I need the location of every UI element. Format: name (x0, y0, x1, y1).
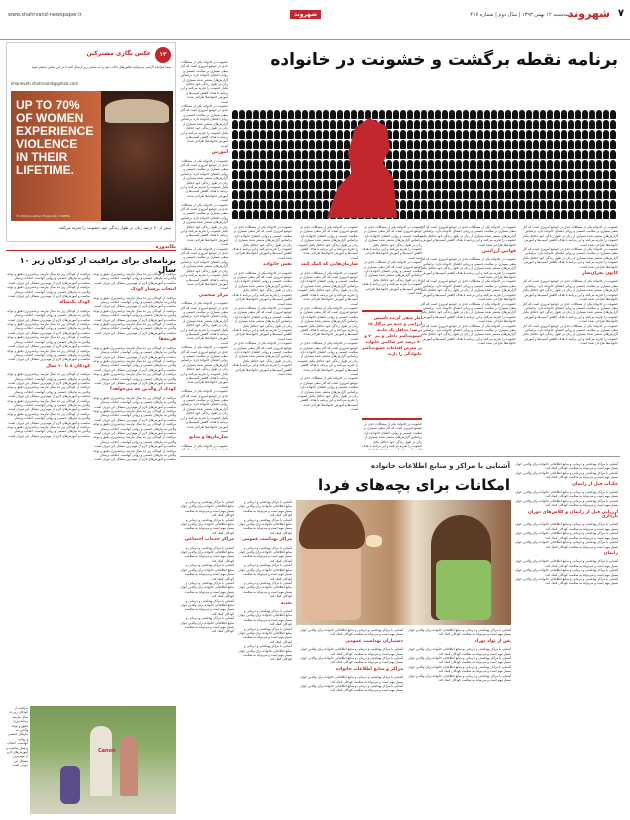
website-url[interactable]: www.shahrvand-newspaper.ir (8, 12, 82, 18)
divider (180, 456, 620, 457)
subhead: سازمان‌هایی که کمک کنند (300, 262, 358, 268)
page-number: ۷ (617, 8, 624, 19)
subhead: نقش خانواده (263, 262, 292, 268)
poster-caption: بیش از ۷۰ درصد زنان در طول زندگی خود خشونت را تجربه می‌کنند (58, 225, 171, 230)
left-article-label: تکاندوره (6, 244, 176, 251)
person-icon (90, 726, 112, 796)
sidebar-body: شما خواننده گرامی می‌توانید عکس‌های جالب خود را به نشانی زیر ارسال کنید تا در این بخش منتشر شود (31, 65, 171, 69)
subhead: سازمان‌ها و منابع (189, 435, 228, 441)
main-col-2: خشونت در خانواده یکی از مشکلات جدی در جوامع امروزی است که آثار منفی بسیاری بر سلامت جسمی و روانی اعضای خانواده دارد. براساس گزارش‌های منتشر شده بسیاری از زنان در طول زندگی خود حداقل یکبار خشونت را تجربه می‌کنند و این برنامه با هدف کاهش آسیب‌ها و آموزش خانواده‌ها طراحی شده است. قوانین آرژانتین خشونت در خانواده یکی از مشکلات جدی در جوامع امروزی است که آثار منفی بسیاری بر سلامت جسمی و روانی اعضای خانواده دارد. براساس گزارش‌های منتشر شده بسیاری از زنان در طول زندگی خود حداقل یکبار خشونت را تجربه می‌کنند و این برنامه با هدف کاهش آسیب‌ها و آموزش خانواده‌ها طراحی شده است. خشونت در خانواده یکی از مشکلات جدی در جوامع امروزی است که آثار منفی بسیاری بر سلامت جسمی و روانی اعضای خانواده دارد. براساس گزارش‌های منتشر شده بسیاری از زنان در طول زندگی خود حداقل یکبار خشونت را تجربه می‌کنند و این برنامه با هدف کاهش آسیب‌ها و آموزش خانواده‌ها طراحی شده است. خشونت در خانواده یکی از مشکلات جدی در جوامع امروزی است که آثار منفی بسیاری بر سلامت جسمی و روانی اعضای خانواده دارد. براساس گزارش‌های منتشر شده بسیاری از زنان در طول زندگی خود حداقل یکبار خشونت را تجربه می‌کنند و این برنامه با هدف کاهش آسیب‌ها و آموزش خانواده‌ها طراحی شده است. خشونت در خانواده یکی از مشکلات جدی در جوامع امروزی است که آثار منفی بسیاری بر سلامت جسمی و روانی اعضای خانواده دارد. براساس گزارش‌های منتشر شده بسیاری از زنان در طول زندگی خود حداقل یکبار خشونت را تجربه می‌کنند و این برنامه با هدف کاهش آسیب‌ها و آموزش خانواده‌ها طراحی شده است. (418, 225, 516, 450)
bottom-col-4: آشنایی با مراکز بهداشتی و درمانی و منابع اطلاعاتی خانواده برای والدین جوان بسیار مهم است و می‌تواند به سلامت کودکان کمک کند. آشنایی با مراکز بهداشتی و درمانی و منابع اطلاعاتی خانواده برای والدین جوان بسیار مهم است و می‌تواند به سلامت کودکان کمک کند. مراکز بهداشت عمومی آشنایی با مراکز بهداشتی و درمانی و منابع اطلاعاتی خانواده برای والدین جوان بسیار مهم است و می‌تواند به سلامت کودکان کمک کند. آشنایی با مراکز بهداشتی و درمانی و منابع اطلاعاتی خانواده برای والدین جوان بسیار مهم است و می‌تواند به سلامت کودکان کمک کند. آشنایی با مراکز بهداشتی و درمانی و منابع اطلاعاتی خانواده برای والدین جوان بسیار مهم است و می‌تواند به سلامت کودکان کمک کند. تغذیه آشنایی با مراکز بهداشتی و درمانی و منابع اطلاعاتی خانواده برای والدین جوان بسیار مهم است و می‌تواند به سلامت کودکان کمک کند. آشنایی با مراکز بهداشتی و درمانی و منابع اطلاعاتی خانواده برای والدین جوان بسیار مهم است و می‌تواند به سلامت کودکان کمک کند. آشنایی با مراکز بهداشتی و درمانی و منابع اطلاعاتی خانواده برای والدین جوان بسیار مهم است و می‌تواند به سلامت کودکان کمک کند. (238, 500, 292, 662)
bottom-col-2: آشنایی با مراکز بهداشتی و درمانی و منابع اطلاعاتی خانواده برای والدین جوان بسیار مهم است و می‌تواند به سلامت کودکان کمک کند. پس از تولد نوزاد آشنایی با مراکز بهداشتی و درمانی و منابع اطلاعاتی خانواده برای والدین جوان بسیار مهم است و می‌تواند به سلامت کودکان کمک کند. آشنایی با مراکز بهداشتی و درمانی و منابع اطلاعاتی خانواده برای والدین جوان بسیار مهم است و می‌تواند به سلامت کودکان کمک کند. آشنایی با مراکز بهداشتی و درمانی و منابع اطلاعاتی خانواده برای والدین جوان بسیار مهم است و می‌تواند به سلامت کودکان کمک کند. آشنایی با مراکز بهداشتی و درمانی و منابع اطلاعاتی خانواده برای والدین جوان بسیار مهم است و می‌تواند به سلامت کودکان کمک کند. (408, 628, 511, 683)
reader-photo-box (6, 42, 176, 242)
main-col-1: خشونت در خانواده یکی از مشکلات جدی در جوامع امروزی است که آثار منفی بسیاری بر سلامت جسمی و روانی اعضای خانواده دارد. براساس گزارش‌های منتشر شده بسیاری از زنان در طول زندگی خود حداقل یکبار خشونت را تجربه می‌کنند و این برنامه با هدف کاهش آسیب‌ها و آموزش خانواده‌ها طراحی شده است. خشونت در خانواده یکی از مشکلات جدی در جوامع امروزی است که آثار منفی بسیاری بر سلامت جسمی و روانی اعضای خانواده دارد. براساس گزارش‌های منتشر شده بسیاری از زنان در طول زندگی خود حداقل یکبار خشونت را تجربه می‌کنند و این برنامه با هدف کاهش آسیب‌ها و آموزش خانواده‌ها طراحی شده است. کانون بحران‌ساز خشونت در خانواده یکی از مشکلات جدی در جوامع امروزی است که آثار منفی بسیاری بر سلامت جسمی و روانی اعضای خانواده دارد. براساس گزارش‌های منتشر شده بسیاری از زنان در طول زندگی خود حداقل یکبار خشونت را تجربه می‌کنند و این برنامه با هدف کاهش آسیب‌ها و آموزش خانواده‌ها طراحی شده است. خشونت در خانواده یکی از مشکلات جدی در جوامع امروزی است که آثار منفی بسیاری بر سلامت جسمی و روانی اعضای خانواده دارد. براساس گزارش‌های منتشر شده بسیاری از زنان در طول زندگی خود حداقل یکبار خشونت را تجربه می‌کنند و این برنامه با هدف کاهش آسیب‌ها و آموزش خانواده‌ها طراحی شده است. خشونت در خانواده یکی از مشکلات جدی در جوامع امروزی است که آثار منفی بسیاری بر سلامت جسمی و روانی اعضای خانواده دارد. براساس گزارش‌های منتشر شده بسیاری از زنان در طول زندگی خود حداقل یکبار خشونت را تجربه می‌کنند و این برنامه با هدف کاهش آسیب‌ها و آموزش خانواده‌ها طراحی شده است. (520, 225, 618, 450)
kids-eating-photo (296, 500, 511, 625)
main-headline: برنامه نقطه برگشت و خشونت در خانواده (270, 50, 618, 70)
poster-text: UP TO 70% OF WOMEN EXPERIENCE VIOLENCE IN THEIR LIFETIME. (16, 98, 94, 177)
bottom-col-1: آشنایی با مراکز بهداشتی و درمانی و منابع اطلاعاتی خانواده برای والدین جوان بسیار مهم است و می‌تواند به سلامت کودکان کمک کند. آشنایی با مراکز بهداشتی و درمانی و منابع اطلاعاتی خانواده برای والدین جوان بسیار مهم است و می‌تواند به سلامت کودکان کمک کند. چک‌آپ قبل از زایمان آشنایی با مراکز بهداشتی و درمانی و منابع اطلاعاتی خانواده برای والدین جوان بسیار مهم است و می‌تواند به سلامت کودکان کمک کند. آشنایی با مراکز بهداشتی و درمانی و منابع اطلاعاتی خانواده برای والدین جوان بسیار مهم است و می‌تواند به سلامت کودکان کمک کند. ارزیابی قبل از زایمان و کلاس‌های دوران بارداری آشنایی با مراکز بهداشتی و درمانی و منابع اطلاعاتی خانواده برای والدین جوان بسیار مهم است و می‌تواند به سلامت کودکان کمک کند. آشنایی با مراکز بهداشتی و درمانی و منابع اطلاعاتی خانواده برای والدین جوان بسیار مهم است و می‌تواند به سلامت کودکان کمک کند. آشنایی با مراکز بهداشتی و درمانی و منابع اطلاعاتی خانواده برای والدین جوان بسیار مهم است و می‌تواند به سلامت کودکان کمک کند. زایمان آشنایی با مراکز بهداشتی و درمانی و منابع اطلاعاتی خانواده برای والدین جوان بسیار مهم است و می‌تواند به سلامت کودکان کمک کند. آشنایی با مراکز بهداشتی و درمانی و منابع اطلاعاتی خانواده برای والدین جوان بسیار مهم است و می‌تواند به سلامت کودکان کمک کند. آشنایی با مراکز بهداشتی و درمانی و منابع اطلاعاتی خانواده برای والدین جوان بسیار مهم است و می‌تواند به سلامت کودکان کمک کند. (515, 462, 618, 586)
violence-poster (11, 91, 173, 221)
main-col-6: خشونت در خانواده یکی از مشکلات جدی در جوامع امروزی است که آثار منفی بسیاری بر سلامت جسمی و روانی اعضای خانواده دارد. براساس گزارش‌های منتشر شده بسیاری از زنان در طول زندگی خود حداقل یکبار خشونت را تجربه می‌کنند و این برنامه با هدف کاهش آسیب‌ها و آموزش خانواده‌ها طراحی شده است. خشونت در خانواده یکی از مشکلات جدی در جوامع امروزی است که آثار منفی بسیاری بر سلامت جسمی و روانی اعضای خانواده دارد. براساس گزارش‌های منتشر شده بسیاری از زنان در طول زندگی خود حداقل یکبار خشونت را تجربه می‌کنند و این برنامه با هدف کاهش آسیب‌ها و آموزش خانواده‌ها طراحی شده است. آموزش خشونت در خانواده یکی از مشکلات جدی در جوامع امروزی است که آثار منفی بسیاری بر سلامت جسمی و روانی اعضای خانواده دارد. براساس گزارش‌های منتشر شده بسیاری از زنان در طول زندگی خود حداقل یکبار خشونت را تجربه می‌کنند و این برنامه با هدف کاهش آسیب‌ها و آموزش خانواده‌ها طراحی شده است. خشونت در خانواده یکی از مشکلات جدی در جوامع امروزی است که آثار منفی بسیاری بر سلامت جسمی و روانی اعضای خانواده دارد. براساس گزارش‌های منتشر شده بسیاری از زنان در طول زندگی خود حداقل یکبار خشونت را تجربه می‌کنند و این برنامه با هدف کاهش آسیب‌ها و آموزش خانواده‌ها طراحی شده است. خشونت در خانواده یکی از مشکلات جدی در جوامع امروزی است که آثار منفی بسیاری بر سلامت جسمی و روانی اعضای خانواده دارد. براساس گزارش‌های منتشر شده بسیاری از زنان در طول زندگی خود حداقل یکبار خشونت را تجربه می‌کنند و این برنامه با هدف کاهش آسیب‌ها و آموزش خانواده‌ها طراحی شده است. مرکز شخصی خشونت در خانواده یکی از مشکلات جدی در جوامع امروزی است که آثار منفی بسیاری بر سلامت جسمی و روانی اعضای خانواده دارد. براساس گزارش‌های منتشر شده بسیاری از زنان در طول زندگی خود حداقل یکبار خشونت را تجربه می‌کنند و این برنامه با هدف کاهش آسیب‌ها و آموزش خانواده‌ها طراحی شده است. خشونت در خانواده یکی از مشکلات جدی در جوامع امروزی است که آثار منفی بسیاری بر سلامت جسمی و روانی اعضای خانواده دارد. براساس گزارش‌های منتشر شده بسیاری از زنان در طول زندگی خود حداقل یکبار خشونت را تجربه می‌کنند و این برنامه با هدف کاهش آسیب‌ها و آموزش خانواده‌ها طراحی شده است. خشونت در خانواده یکی از مشکلات جدی در جوامع امروزی است که آثار منفی بسیاری بر سلامت جسمی و روانی اعضای خانواده دارد. براساس گزارش‌های منتشر شده بسیاری از زنان در طول زندگی خود حداقل یکبار خشونت را تجربه می‌کنند و این برنامه با هدف کاهش آسیب‌ها و آموزش خانواده‌ها طراحی شده است. سازمان‌ها و منابع خشونت در خانواده یکی از مشکلات (180, 60, 228, 448)
subhead: کانون بحران‌ساز (581, 271, 618, 277)
left-col-1: مراقبت از کودکان زیر ده سال نیازمند برنامه‌ریزی دقیق و توجه والدین به نیازهای جسمی و روانی آنهاست. انتخاب پرستار مناسب و آموزش‌های لازم از مهم‌ترین مسائل این دوران است. انتخاب پرستار کودک مراقبت از کودکان زیر ده سال نیازمند برنامه‌ریزی دقیق و توجه والدین به نیازهای جسمی و روانی آنهاست. انتخاب پرستار مناسب و آموزش‌های لازم از مهم‌ترین مسائل این دوران است. مراقبت از کودکان زیر ده سال نیازمند برنامه‌ریزی دقیق و توجه والدین به نیازهای جسمی و روانی آنهاست. انتخاب پرستار مناسب و آموزش‌های لازم از مهم‌ترین مسائل این دوران است. مراقبت از کودکان زیر ده سال نیازمند برنامه‌ریزی دقیق و توجه والدین به نیازهای جسمی و روانی آنهاست. انتخاب پرستار مناسب و آموزش‌های لازم از مهم‌ترین مسائل این دوران است. هزینه‌ها مراقبت از کودکان زیر ده سال نیازمند برنامه‌ریزی دقیق و توجه والدین به نیازهای جسمی و روانی آنهاست. انتخاب پرستار مناسب و آموزش‌های لازم از مهم‌ترین مسائل این دوران است. مراقبت از کودکان زیر ده سال نیازمند برنامه‌ریزی دقیق و توجه والدین به نیازهای جسمی و روانی آنهاست. انتخاب پرستار مناسب و آموزش‌های لازم از مهم‌ترین مسائل این دوران است. مراقبت از کودکان زیر ده سال نیازمند برنامه‌ریزی دقیق و توجه والدین به نیازهای جسمی و روانی آنهاست. انتخاب پرستار مناسب و آموزش‌های لازم از مهم‌ترین مسائل این دوران است. کودک از والدین چه می‌خواهد؟ مراقبت از کودکان زیر ده سال نیازمند برنامه‌ریزی دقیق و توجه والدین به نیازهای جسمی و روانی آنهاست. انتخاب پرستار مناسب و آموزش‌های لازم از مهم‌ترین مسائل این دوران است. مراقبت از کودکان زیر ده سال نیازمند برنامه‌ریزی دقیق و توجه والدین به نیازهای جسمی و روانی آنهاست. انتخاب پرستار مناسب و آموزش‌های لازم از مهم‌ترین مسائل این دوران است. مراقبت از کودکان زیر ده سال نیازمند برنامه‌ریزی دقیق و توجه والدین به نیازهای جسمی و روانی آنهاست. انتخاب پرستار مناسب و آموزش‌های لازم از مهم‌ترین مسائل این دوران است. مراقبت از کودکان زیر ده سال نیازمند برنامه‌ریزی دقیق و توجه والدین به نیازهای جسمی و روانی آنهاست. انتخاب پرستار مناسب و آموزش‌های لازم از مهم‌ترین مسائل این دوران است. مراقبت از کودکان زیر ده سال نیازمند برنامه‌ریزی دقیق و توجه والدین به نیازهای جسمی و روانی آنهاست. انتخاب پرستار مناسب و آموزش‌های لازم از مهم‌ترین مسائل این دوران است. (93, 272, 176, 462)
subhead: مرکز شخصی (198, 292, 228, 298)
left-article-headline: برنامه‌ای برای مراقبت از کودکان زیر ۱۰ سال (19, 256, 176, 274)
bottom-kicker: آشنایی با مراکز و منابع اطلاعات خانواده (370, 462, 510, 470)
subhead: آموزش (212, 150, 228, 156)
date-line: سه‌شنبه ۱۲ بهمن ۱۳۹۳ | سال دوم | شماره ۴۱۷ (470, 12, 570, 18)
subhead: قوانین آرژانتین (481, 249, 516, 255)
masthead (0, 0, 630, 40)
stroller-icon (60, 766, 80, 804)
section-logo: شهروند (290, 10, 321, 19)
section-badge: ۱۲ (155, 47, 171, 63)
left-article-rule (6, 244, 176, 250)
bottom-headline: امکانات برای بچه‌های فردا (318, 476, 510, 494)
sidebar-title: عکس نگاری مشترکین (86, 50, 151, 57)
main-col-3b: خشونت در خانواده یکی از مشکلات جدی در جوامع امروزی است که آثار منفی بسیاری بر سلامت جسمی و روانی اعضای خانواده دارد. براساس گزارش‌های منتشر شده بسیاری از زنان در طول زندگی خود حداقل یکبار خشونت را تجربه می‌کنند و این برنامه با هدف (362, 422, 422, 449)
main-col-3a: خشونت در خانواده یکی از مشکلات جدی در جوامع امروزی است که آثار منفی بسیاری بر سلامت جسمی و روانی اعضای خانواده دارد. براساس گزارش‌های منتشر شده بسیاری از زنان در طول زندگی خود حداقل یکبار خشونت را تجربه می‌کنند و این برنامه با هدف کاهش آسیب‌ها و آموزش خانواده‌ها طراحی شده است. خشونت در خانواده یکی از مشکلات جدی در جوامع امروزی است که آثار منفی بسیاری بر سلامت جسمی و روانی اعضای خانواده دارد. براساس گزارش‌های منتشر شده بسیاری از زنان در طول زندگی خود حداقل یکبار خشونت را تجربه می‌کنند و این برنامه با هدف کاهش آسیب‌ها و آموزش خانواده‌ها طراحی شده است. (362, 225, 422, 296)
pullquote: آمار منفی گزیده تأسیس آرژانتی و ختنه نیز نرگال ۱۵ درصد؛ حداقل یک حادثه خشونت‌آمیز داخلی و نیز ۷۰ و ۸۰ درصد غیر ساکنین خانواده در معرض اقدامات خشونت‌آمیز خانوادگی را دارند (362, 310, 422, 420)
paper-name: شهروند (567, 7, 610, 20)
main-col-4: خشونت در خانواده یکی از مشکلات جدی در جوامع امروزی است که آثار منفی بسیاری بر سلامت جسمی و روانی اعضای خانواده دارد. براساس گزارش‌های منتشر شده بسیاری از زنان در طول زندگی خود حداقل یکبار خشونت را تجربه می‌کنند و این برنامه با هدف کاهش آسیب‌ها و آموزش خانواده‌ها طراحی شده است. سازمان‌هایی که کمک کنند خشونت در خانواده یکی از مشکلات جدی در جوامع امروزی است که آثار منفی بسیاری بر سلامت جسمی و روانی اعضای خانواده دارد. براساس گزارش‌های منتشر شده بسیاری از زنان در طول زندگی خود حداقل یکبار خشونت را تجربه می‌کنند و این برنامه با هدف کاهش آسیب‌ها و آموزش خانواده‌ها طراحی شده است. خشونت در خانواده یکی از مشکلات جدی در جوامع امروزی است که آثار منفی بسیاری بر سلامت جسمی و روانی اعضای خانواده دارد. براساس گزارش‌های منتشر شده بسیاری از زنان در طول زندگی خود حداقل یکبار خشونت را تجربه می‌کنند و این برنامه با هدف کاهش آسیب‌ها و آموزش خانواده‌ها طراحی شده است. خشونت در خانواده یکی از مشکلات جدی در جوامع امروزی است که آثار منفی بسیاری بر سلامت جسمی و روانی اعضای خانواده دارد. براساس گزارش‌های منتشر شده بسیاری از زنان در طول زندگی خود حداقل یکبار خشونت را تجربه می‌کنند و این برنامه با هدف کاهش آسیب‌ها و آموزش خانواده‌ها طراحی شده است. خشونت در خانواده یکی از مشکلات جدی در جوامع امروزی است که آثار منفی بسیاری بر سلامت جسمی و روانی اعضای خانواده دارد. براساس گزارش‌های منتشر شده بسیاری از زنان در طول زندگی خود حداقل یکبار خشونت را تجربه می‌کنند و این برنامه با هدف کاهش آسیب‌ها و آموزش خانواده‌ها طراحی شده است. (297, 225, 358, 412)
bottom-col-5: آشنایی با مراکز بهداشتی و درمانی و منابع اطلاعاتی خانواده برای والدین جوان بسیار مهم است و می‌تواند به سلامت کودکان کمک کند. آشنایی با مراکز بهداشتی و درمانی و منابع اطلاعاتی خانواده برای والدین جوان بسیار مهم است و می‌تواند به سلامت کودکان کمک کند. مراکز خدمات اجتماعی آشنایی با مراکز بهداشتی و درمانی و منابع اطلاعاتی خانواده برای والدین جوان بسیار مهم است و می‌تواند به سلامت کودکان کمک کند. آشنایی با مراکز بهداشتی و درمانی و منابع اطلاعاتی خانواده برای والدین جوان بسیار مهم است و می‌تواند به سلامت کودکان کمک کند. آشنایی با مراکز بهداشتی و درمانی و منابع اطلاعاتی خانواده برای والدین جوان بسیار مهم است و می‌تواند به سلامت کودکان کمک کند. آشنایی با مراکز بهداشتی و درمانی و منابع اطلاعاتی خانواده برای والدین جوان بسیار مهم است و می‌تواند به سلامت کودکان کمک کند. آشنایی با مراکز بهداشتی و درمانی و منابع اطلاعاتی خانواده برای والدین جوان بسیار مهم است و می‌تواند به سلامت کودکان کمک کند. (180, 500, 234, 634)
family-photo (30, 706, 176, 814)
main-col-5: خشونت در خانواده یکی از مشکلات جدی در جوامع امروزی است که آثار منفی بسیاری بر سلامت جسمی و روانی اعضای خانواده دارد. براساس گزارش‌های منتشر شده بسیاری از زنان در طول زندگی خود حداقل یکبار خشونت را تجربه می‌کنند و این برنامه با هدف کاهش آسیب‌ها و آموزش خانواده‌ها طراحی شده است. نقش خانواده خشونت در خانواده یکی از مشکلات جدی در جوامع امروزی است که آثار منفی بسیاری بر سلامت جسمی و روانی اعضای خانواده دارد. براساس گزارش‌های منتشر شده بسیاری از زنان در طول زندگی خود حداقل یکبار خشونت را تجربه می‌کنند و این برنامه با هدف کاهش آسیب‌ها و آموزش خانواده‌ها طراحی شده است. خشونت در خانواده یکی از مشکلات جدی در جوامع امروزی است که آثار منفی بسیاری بر سلامت جسمی و روانی اعضای خانواده دارد. براساس گزارش‌های منتشر شده بسیاری از زنان در طول زندگی خود حداقل یکبار خشونت را تجربه می‌کنند و این برنامه با هدف کاهش آسیب‌ها و آموزش خانواده‌ها طراحی شده است. خشونت در خانواده یکی از مشکلات جدی در جوامع امروزی است که آثار منفی بسیاری بر سلامت جسمی و روانی اعضای خانواده دارد. براساس گزارش‌های منتشر شده بسیاری از زنان در طول زندگی خود حداقل یکبار خشونت را تجربه می‌کنند و این برنامه با هدف کاهش آسیب‌ها و آموزش خانواده‌ها طراحی شده است. (232, 225, 292, 376)
shirt-logo: Canon (98, 748, 116, 754)
left-col-3: مراقبت از کودکان زیر ده سال نیازمند برنامه‌ریزی دقیق و توجه والدین به نیازهای جسمی و روانی آنهاست. انتخاب پرستار مناسب و آموزش‌های لازم از مهم‌ترین مسائل این دوران است. (6, 706, 28, 768)
food-icon (366, 535, 382, 547)
left-col-2: مراقبت از کودکان زیر ده سال نیازمند برنامه‌ریزی دقیق و توجه والدین به نیازهای جسمی و روانی آنهاست. انتخاب پرستار مناسب و آموزش‌های لازم از مهم‌ترین مسائل این دوران است. مراقبت از کودکان زیر ده سال نیازمند برنامه‌ریزی دقیق و توجه والدین به نیازهای جسمی و روانی آنهاست. انتخاب پرستار مناسب و آموزش‌های لازم از مهم‌ترین مسائل این دوران است. کودک یک‌ساله مراقبت از کودکان زیر ده سال نیازمند برنامه‌ریزی دقیق و توجه والدین به نیازهای جسمی و روانی آنهاست. انتخاب پرستار مناسب و آموزش‌های لازم از مهم‌ترین مسائل این دوران است. مراقبت از کودکان زیر ده سال نیازمند برنامه‌ریزی دقیق و توجه والدین به نیازهای جسمی و روانی آنهاست. انتخاب پرستار مناسب و آموزش‌های لازم از مهم‌ترین مسائل این دوران است. مراقبت از کودکان زیر ده سال نیازمند برنامه‌ریزی دقیق و توجه والدین به نیازهای جسمی و روانی آنهاست. انتخاب پرستار مناسب و آموزش‌های لازم از مهم‌ترین مسائل این دوران است. مراقبت از کودکان زیر ده سال نیازمند برنامه‌ریزی دقیق و توجه والدین به نیازهای جسمی و روانی آنهاست. انتخاب پرستار مناسب و آموزش‌های لازم از مهم‌ترین مسائل این دوران است. کودکان ۸ تا ۱۰ سال مراقبت از کودکان زیر ده سال نیازمند برنامه‌ریزی دقیق و توجه والدین به نیازهای جسمی و روانی آنهاست. انتخاب پرستار مناسب و آموزش‌های لازم از مهم‌ترین مسائل این دوران است. مراقبت از کودکان زیر ده سال نیازمند برنامه‌ریزی دقیق و توجه والدین به نیازهای جسمی و روانی آنهاست. انتخاب پرستار مناسب و آموزش‌های لازم از مهم‌ترین مسائل این دوران است. مراقبت از کودکان زیر ده سال نیازمند برنامه‌ریزی دقیق و توجه والدین به نیازهای جسمی و روانی آنهاست. انتخاب پرستار مناسب و آموزش‌های لازم از مهم‌ترین مسائل این دوران است. مراقبت از کودکان زیر ده سال نیازمند برنامه‌ریزی دقیق و توجه والدین به نیازهای جسمی و روانی آنهاست. انتخاب پرستار مناسب و آموزش‌های لازم از مهم‌ترین مسائل این دوران است. مراقبت از کودکان زیر ده سال نیازمند برنامه‌ریزی دقیق و توجه والدین به نیازهای جسمی و روانی آنهاست. انتخاب پرستار مناسب و آموزش‌های لازم از مهم‌ترین مسائل این دوران است. (7, 272, 90, 438)
sidebar-email[interactable]: khaneveh.shahrvand@gmail.com (11, 81, 78, 86)
silhouette-pattern (232, 110, 617, 220)
person-icon (120, 736, 138, 796)
poster-credit: © 2014 Jonathan Torgovnik / UNFPA (16, 214, 70, 218)
bottom-col-3: آشنایی با مراکز بهداشتی و درمانی و منابع اطلاعاتی خانواده برای والدین جوان بسیار مهم است و می‌تواند به سلامت کودکان کمک کند. دستیاران بهداشت عمومی آشنایی با مراکز بهداشتی و درمانی و منابع اطلاعاتی خانواده برای والدین جوان بسیار مهم است و می‌تواند به سلامت کودکان کمک کند. آشنایی با مراکز بهداشتی و درمانی و منابع اطلاعاتی خانواده برای والدین جوان بسیار مهم است و می‌تواند به سلامت کودکان کمک کند. مراکز و منابع اطلاعات خانواده آشنایی با مراکز بهداشتی و درمانی و منابع اطلاعاتی خانواده برای والدین جوان بسیار مهم است و می‌تواند به سلامت کودکان کمک کند. آشنایی با مراکز بهداشتی و درمانی و منابع اطلاعاتی خانواده برای والدین جوان بسیار مهم است و می‌تواند به سلامت کودکان کمک کند. (300, 628, 403, 693)
